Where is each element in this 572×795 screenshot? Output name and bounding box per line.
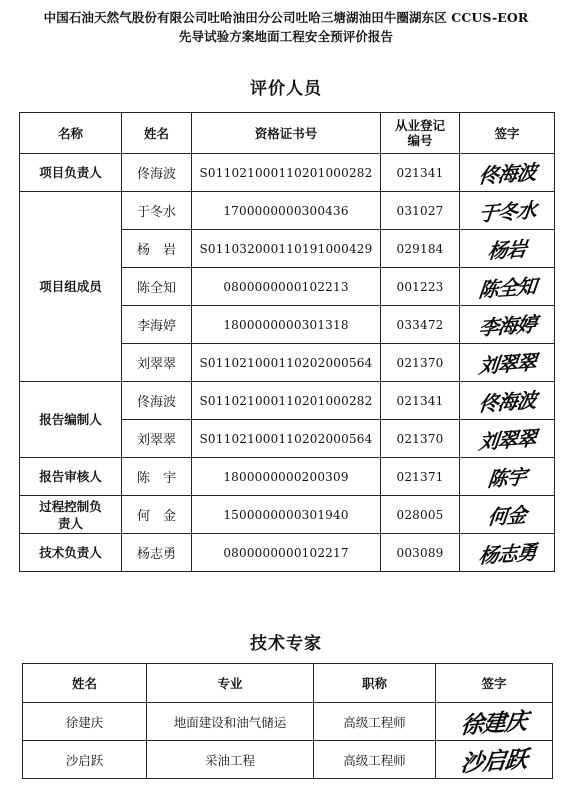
name-cell: 佟海波 — [122, 154, 192, 192]
cert-cell: 1800000000200309 — [192, 458, 381, 496]
name-cell: 陈 宇 — [122, 458, 192, 496]
signature-cell — [436, 741, 553, 779]
role-cell: 技术负责人 — [20, 534, 122, 572]
expert-title-cell: 高级工程师 — [314, 703, 436, 741]
role-cell: 项目负责人 — [20, 154, 122, 192]
role-cell: 报告编制人 — [20, 382, 122, 458]
header-reg-label: 从业登记编号 — [394, 118, 445, 148]
handwritten-signature: 陈全知 — [477, 273, 537, 303]
reg-cell: 021341 — [381, 154, 460, 192]
name-cell: 李海婷 — [122, 306, 192, 344]
signature-cell — [460, 154, 555, 192]
expert-specialty-cell: 采油工程 — [147, 741, 314, 779]
table-row — [20, 496, 555, 534]
reg-cell: 028005 — [381, 496, 460, 534]
table-row — [20, 534, 555, 572]
experts-section-title: 技术专家 — [250, 634, 322, 654]
handwritten-signature: 刘翠翠 — [477, 349, 537, 379]
role-cell: 报告审核人 — [20, 458, 122, 496]
name-cell: 佟海波 — [122, 382, 192, 420]
experts-table-body — [23, 703, 553, 779]
handwritten-signature: 徐建庆 — [459, 708, 529, 740]
expert-title-cell: 高级工程师 — [314, 741, 436, 779]
signature-cell — [460, 268, 555, 306]
document-title — [6, 8, 566, 46]
handwritten-signature: 佟海波 — [477, 159, 537, 189]
reg-cell: 021341 — [381, 382, 460, 420]
reg-cell: 001223 — [381, 268, 460, 306]
role-cell: 项目组成员 — [20, 192, 122, 382]
cert-cell: S011032000110191000429 — [192, 230, 381, 268]
table-row — [20, 458, 555, 496]
cert-cell: S011021000110202000564 — [192, 420, 381, 458]
handwritten-signature: 何金 — [486, 502, 528, 530]
cert-cell: S011021000110201000282 — [192, 154, 381, 192]
name-cell: 杨志勇 — [122, 534, 192, 572]
role-cell: 过程控制负责人 — [20, 496, 122, 534]
name-cell: 于冬水 — [122, 192, 192, 230]
header-sign: 签字 — [460, 113, 555, 154]
reg-cell: 021370 — [381, 420, 460, 458]
handwritten-signature: 佟海波 — [477, 387, 537, 417]
reg-cell: 033472 — [381, 306, 460, 344]
expert-header-specialty: 专业 — [147, 664, 314, 703]
expert-header-sign: 签字 — [436, 664, 553, 703]
signature-cell — [460, 230, 555, 268]
reg-cell: 021370 — [381, 344, 460, 382]
reg-cell: 003089 — [381, 534, 460, 572]
expert-header-name: 姓名 — [23, 664, 147, 703]
table-row — [23, 741, 553, 779]
reg-cell: 021371 — [381, 458, 460, 496]
expert-name-cell: 沙启跃 — [23, 741, 147, 779]
handwritten-signature: 陈宇 — [486, 464, 528, 492]
cert-cell: 0800000000102213 — [192, 268, 381, 306]
cert-cell: 1500000000301940 — [192, 496, 381, 534]
cert-cell: S011021000110202000564 — [192, 344, 381, 382]
header-cert: 资格证书号 — [192, 113, 381, 154]
document-title-line-2: 先导试验方案地面工程安全预评价报告 — [178, 29, 394, 44]
evaluators-table — [19, 112, 555, 572]
experts-table — [22, 663, 553, 779]
signature-cell — [460, 306, 555, 344]
handwritten-signature: 杨岩 — [486, 236, 528, 264]
signature-cell — [460, 534, 555, 572]
signature-cell — [460, 382, 555, 420]
signature-cell — [460, 496, 555, 534]
reg-cell: 029184 — [381, 230, 460, 268]
handwritten-signature: 于冬水 — [477, 197, 537, 227]
name-cell: 陈全知 — [122, 268, 192, 306]
signature-cell — [436, 703, 553, 741]
name-cell: 刘翠翠 — [122, 420, 192, 458]
handwritten-signature: 杨志勇 — [477, 539, 537, 569]
evaluators-section-title: 评价人员 — [250, 79, 322, 99]
evaluators-table-body — [20, 154, 555, 572]
header-reg — [381, 113, 460, 154]
cert-cell: 1700000000300436 — [192, 192, 381, 230]
handwritten-signature: 刘翠翠 — [477, 425, 537, 455]
handwritten-signature: 沙启跃 — [459, 746, 529, 778]
cert-cell: 0800000000102217 — [192, 534, 381, 572]
expert-name-cell: 徐建庆 — [23, 703, 147, 741]
experts-header-row — [23, 664, 553, 703]
table-row — [20, 154, 555, 192]
table-row — [23, 703, 553, 741]
header-role: 名称 — [20, 113, 122, 154]
table-row — [20, 192, 555, 230]
signature-cell — [460, 420, 555, 458]
name-cell: 刘翠翠 — [122, 344, 192, 382]
signature-cell — [460, 458, 555, 496]
handwritten-signature: 李海婷 — [477, 311, 537, 341]
table-row — [20, 382, 555, 420]
document-title-line-1: 中国石油天然气股份有限公司吐哈油田分公司吐哈三塘湖油田牛圈湖东区 CCUS-EOR — [43, 10, 529, 25]
reg-cell: 031027 — [381, 192, 460, 230]
evaluators-header-row — [20, 113, 555, 154]
cert-cell: 1800000000301318 — [192, 306, 381, 344]
expert-specialty-cell: 地面建设和油气储运 — [147, 703, 314, 741]
signature-cell — [460, 344, 555, 382]
name-cell: 杨 岩 — [122, 230, 192, 268]
header-name: 姓名 — [122, 113, 192, 154]
signature-cell — [460, 192, 555, 230]
expert-header-title: 职称 — [314, 664, 436, 703]
name-cell: 何 金 — [122, 496, 192, 534]
cert-cell: S011021000110201000282 — [192, 382, 381, 420]
